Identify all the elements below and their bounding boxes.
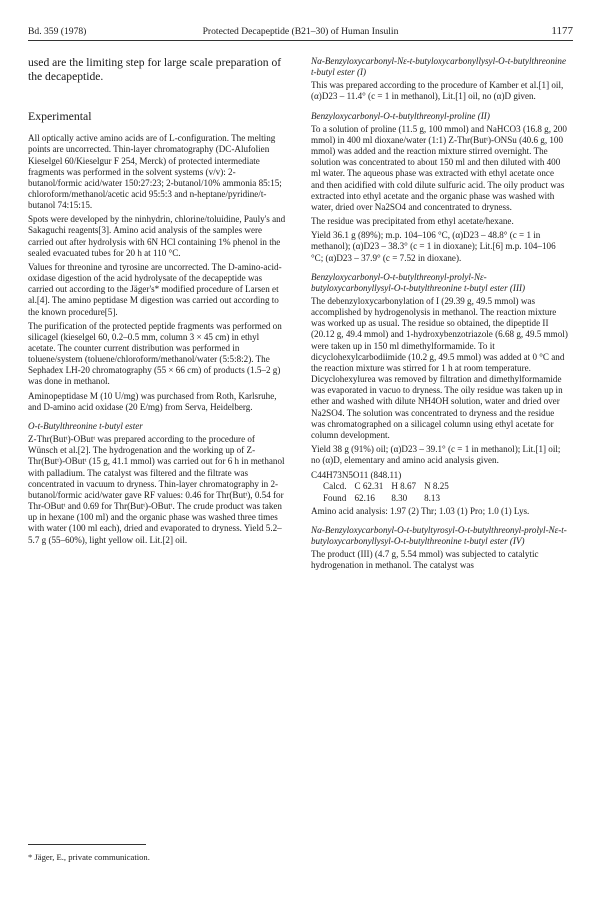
paragraph-aminopeptidase: Aminopeptidase M (10 U/mg) was purchased from Roth, Karlsruhe, and D-amino acid oxidase (20 E/mg) from Serva, Heidelberg. <box>28 390 277 412</box>
compound-iii-yield: Yield 38 g (91%) oil; (α)D23 – 39.1° (c = 1 in methanol); Lit.[1] oil; no (α)D, elementary and amino acid analysis given. <box>311 444 561 466</box>
lead-paragraph: used are the limiting step for large scale preparation of the decapeptide. <box>28 56 282 83</box>
paragraph-values: Values for threonine and tyrosine are uncorrected. The D-amino-acid-oxidase digestion of the acid hydrolysate of the decapeptide was carried out according to the Jäger's* modified procedure of Larsen et al.[4]. The amino peptidase M digestion was carried out according to the known procedure[5]. <box>28 261 282 317</box>
analysis-carbon: 62.16 <box>354 492 375 503</box>
paragraph-spots: Spots were developed by the ninhydrin, chlorine/toluidine, Pauly's and Sakaguchi reagents[3]. Amino acid analysis of the samples were carried out after hydrolysis with 6N HCl containing 1% phenol in the sealed evacuated tubes for 20 h at 110 °C. <box>28 214 286 258</box>
page-header <box>28 24 573 41</box>
compound-ii-text: To a solution of proline (11.5 g, 100 mmol) and NaHCO3 (16.8 g, 200 mmol) in 400 ml dioxane/water (1:1) Z-Thr(Butᵗ)-ONSu (40.6 g, 100 mmol) was added and the reaction mixture stirred overnight. The solution was concentrated to about 150 ml and then diluted with 400 ml water. The aqueous phase was extracted with ethyl acetate once and then acidified with cold dilute sulfuric acid. The oily product was extracted into ethyl acetate and the organic phase was washed with water, dried over Na2SO4 and concentrated to dryness. <box>311 123 567 212</box>
analysis-label: Calcd. <box>323 481 347 492</box>
compound-ii-yield: Yield 36.1 g (89%); m.p. 104–106 °C, (α)D23 – 48.8° (c = 1 in methanol); (α)D23 – 38.3° (c = 1 in dioxane); Lit.[6] m.p. 104–106 °C; (α)D23 – 37.9° (c = 7.52 in dioxane). <box>311 230 556 263</box>
subsection-heading-thr: O-t-Butylthreonine t-butyl ester <box>28 420 143 431</box>
analysis-label: Found <box>323 492 347 503</box>
section-heading-experimental: Experimental <box>28 109 92 124</box>
footnote: * Jäger, E., private communication. <box>28 852 150 862</box>
paragraph-thr-preparation: Z-Thr(Butᵗ)-OButᵗ was prepared according to the procedure of Wünsch et al.[2]. The hydrogenation and the working up of Z-Thr(Butᵗ)-OButᵗ (15 g, 41.1 mmol) was carried out for 6 h in methanol with palladium. The catalyst was filtered and the filtrate was concentrated in vacuum to dryness. Thin-layer chromatography in 2-butanol/formic acid/water gave RF values: 0.46 for Thr(Butᵗ), 0.54 for Thr-OButᵗ and 0.69 for Thr(Butᵗ)-OButᵗ. The crude product was taken up in hexane (100 ml) and the organic phase was washed three times with water (100 ml each), dried and evaporated to dryness. Yield 5.2–5.7 g (55–60%), light yellow oil. Lit.[2] oil. <box>28 434 285 545</box>
compound-ii-heading: Benzyloxycarbonyl-O-t-butylthreonyl-proline (II) <box>311 110 490 121</box>
analysis-hydrogen: 8.30 <box>391 492 408 503</box>
analysis-hydrogen: H 8.67 <box>391 481 417 492</box>
compound-iv-text: The product (III) (4.7 g, 5.54 mmol) was subjected to catalytic hydrogenation in methanol. The catalyst was <box>311 549 539 571</box>
molecular-formula: C44H73N5O11 (848.11) <box>311 470 402 481</box>
compound-iv-heading: Nα-Benzyloxycarbonyl-O-t-butyltyrosyl-O-t-butylthreonyl-prolyl-Nε-t-butyloxycarbonyllysyl-O-t-butylthreonine t-butyl ester (IV) <box>311 524 567 547</box>
footnote-rule <box>28 844 146 845</box>
page-number: 1177 <box>551 24 573 37</box>
compound-i-heading: Nα-Benzyloxycarbonyl-Nε-t-butyloxycarbonyllysyl-O-t-butylthreonine t-butyl ester (I) <box>311 56 566 78</box>
right-column <box>311 56 569 575</box>
analysis-row-calcd <box>323 481 457 492</box>
amino-acid-analysis: Amino acid analysis: 1.97 (2) Thr; 1.03 (1) Pro; 1.0 (1) Lys. <box>311 505 530 516</box>
analysis-carbon: C 62.31 <box>354 481 384 492</box>
analysis-nitrogen: N 8.25 <box>424 481 449 492</box>
left-column <box>28 56 286 549</box>
compound-i-text: This was prepared according to the procedure of Kamber et al.[1] oil, (α)D23 – 11.4° (c = 1 in methanol), Lit.[1] oil, no (α)D given. <box>311 80 564 102</box>
analysis-nitrogen: 8.13 <box>424 492 440 503</box>
journal-volume: Bd. 359 (1978) <box>28 25 87 37</box>
analysis-row-found <box>323 493 457 504</box>
compound-ii-text-2: The residue was precipitated from ethyl acetate/hexane. <box>311 216 514 227</box>
paragraph-purification: The purification of the protected peptide fragments was performed on silicagel (kieselgel 60, 0.2–0.5 mm, column 3 × 45 cm) in ethyl acetate. The counter current distribution was performed in toluene/system (toluene/chloroform/methanol/water (5:5:8:2). The Sephadex LH-20 chromatography (55 × 66 cm) of products (1.5–2 g) was done in methanol. <box>28 320 282 387</box>
compound-iii-heading: Benzyloxycarbonyl-O-t-butylthreonyl-prolyl-Nε-butyloxycarbonyllysyl-O-t-butylthreonine t-butyl ester (III) <box>311 271 526 293</box>
running-title: Protected Decapeptide (B21–30) of Human Insulin <box>202 25 399 37</box>
compound-iii-text: The debenzyloxycarbonylation of I (29.39 g, 49.5 mmol) was accomplished by hydrogenolysis in methanol. The reaction mixture was worked up as usual. The residue so obtained, the dipeptide II (20.12 g, 49.4 mmol) and 1-hydroxybenzotriazole (6.68 g, 49.5 mmol) were taken up in 150 ml dimethylformamide. To it dicyclohexylcarbodiimide (10.2 g, 49.5 mmol) was added at 0 °C and the reaction mixture was stirred for 1 h at room temperature. Dicyclohexylurea was removed by filtration and dimethylformamide was evaporated in vacuo to dryness. The oily residue was taken up in ether and washed with dilute NH4OH solution, water and dried over Na2SO4. The solution was concentrated to dryness and the residue was chromatographed on a silicagel column using ethyl acetate for column development. <box>311 295 568 440</box>
paragraph-general: All optically active amino acids are of L-configuration. The melting points are uncorrected. Thin-layer chromatography (DC-Alufolien Kieselgel 60/Kieselgur F 254, Merck) of protected intermediate fragments was performed in the solvent systems (v/v): 2-butanol/formic acid/water 150:27:23; 2-butanol/10% ammonia 85:15; chloroform/methanol/acetic acid 95:5:3 and n-heptane/pyridine/t-butanol 74:15:15. <box>28 133 282 211</box>
elemental-analysis-table <box>323 481 457 503</box>
